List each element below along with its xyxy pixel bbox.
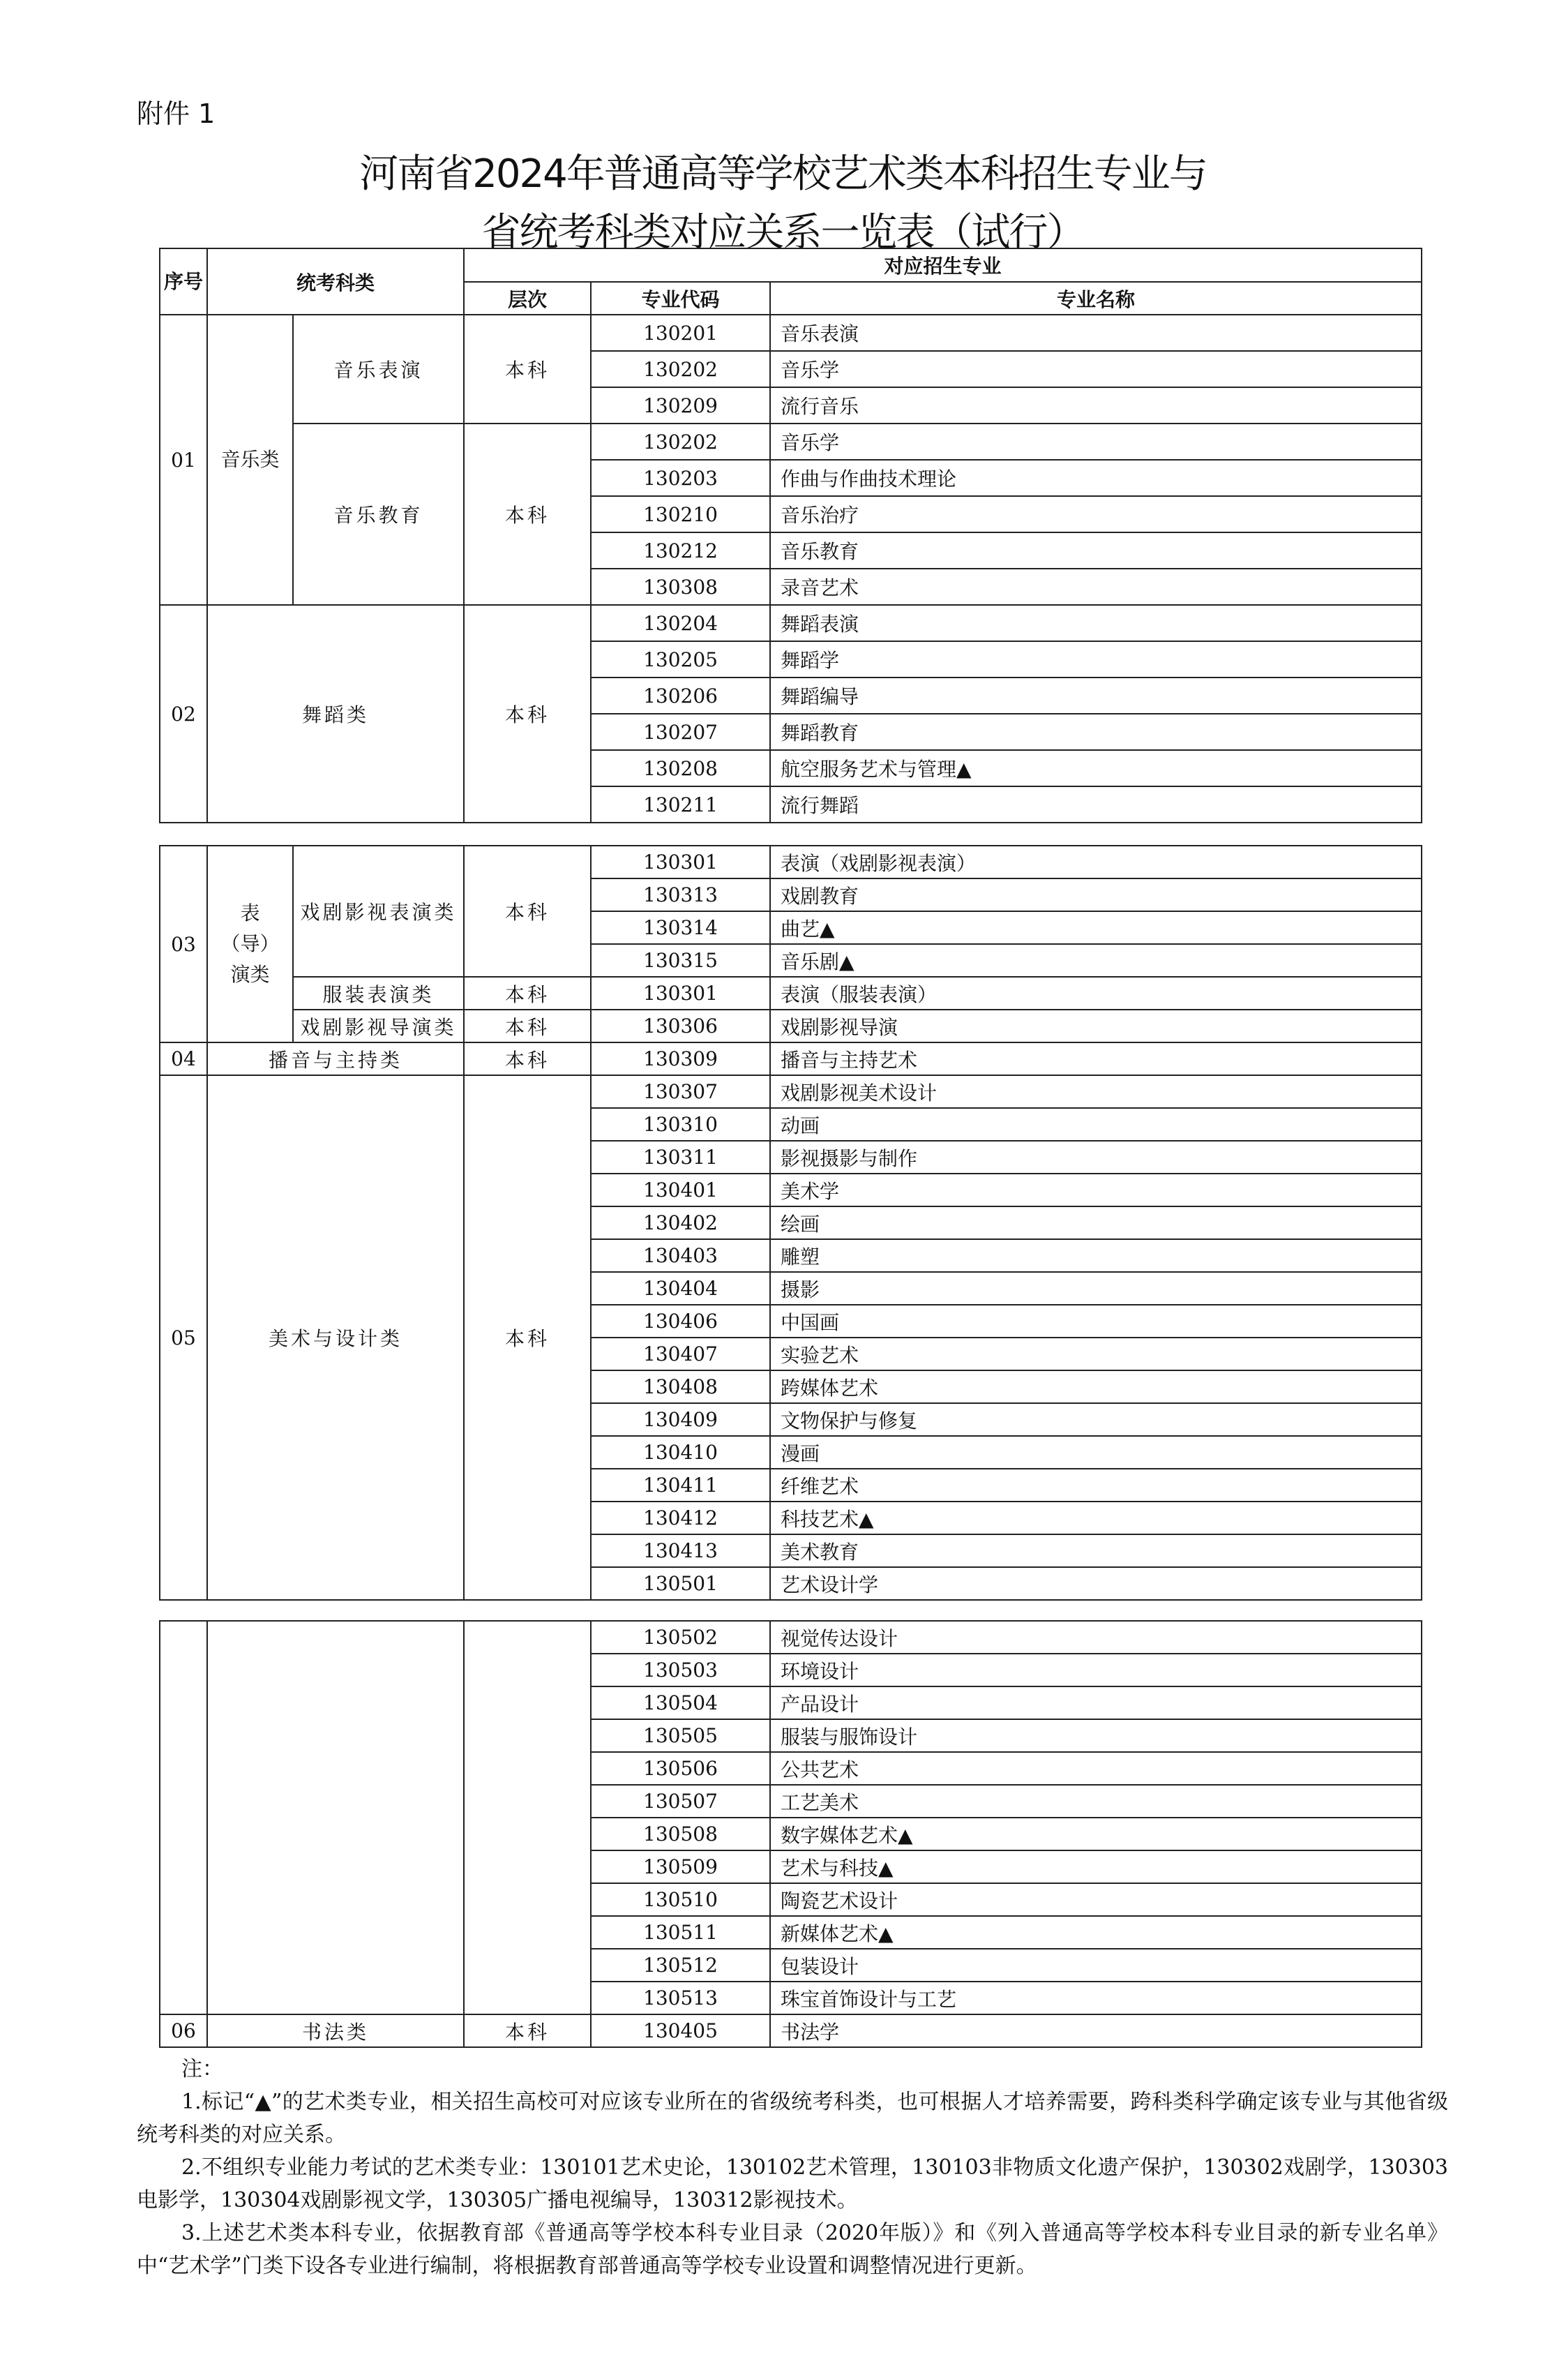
major-name: 曲艺▲	[770, 911, 1422, 944]
group-category: 舞蹈类	[207, 605, 464, 823]
header-name: 专业名称	[770, 282, 1422, 315]
group-category	[207, 1621, 464, 2014]
major-code: 130512	[591, 1949, 770, 1982]
group-seq: 02	[160, 605, 207, 823]
major-code: 130203	[591, 460, 770, 496]
level: 本科	[464, 846, 591, 977]
major-name: 戏剧影视美术设计	[770, 1075, 1422, 1108]
table-row	[160, 1042, 1422, 1075]
mapping-table-part2	[159, 845, 1422, 1601]
major-name: 数字媒体艺术▲	[770, 1818, 1422, 1850]
table-row	[160, 315, 1422, 351]
major-code: 130208	[591, 750, 770, 786]
subcategory: 音乐教育	[293, 424, 464, 605]
group-seq: 05	[160, 1075, 207, 1600]
major-name: 包装设计	[770, 1949, 1422, 1982]
level: 本科	[464, 1042, 591, 1075]
major-name: 舞蹈表演	[770, 605, 1422, 641]
subcategory: 戏剧影视导演类	[293, 1010, 464, 1042]
group-category: 美术与设计类	[207, 1075, 464, 1600]
page-title-line1: 河南省2024年普通高等学校艺术类本科招生专业与	[359, 151, 1207, 197]
major-code: 130207	[591, 714, 770, 750]
major-code: 130309	[591, 1042, 770, 1075]
group-category: 播音与主持类	[207, 1042, 464, 1075]
major-code: 130308	[591, 569, 770, 605]
major-name: 舞蹈编导	[770, 678, 1422, 714]
major-name: 美术教育	[770, 1534, 1422, 1567]
major-name: 音乐教育	[770, 532, 1422, 569]
major-name: 播音与主持艺术	[770, 1042, 1422, 1075]
major-code: 130205	[591, 641, 770, 678]
major-code: 130407	[591, 1338, 770, 1370]
major-name: 服装与服饰设计	[770, 1719, 1422, 1752]
major-code: 130505	[591, 1719, 770, 1752]
level: 本科	[464, 424, 591, 605]
major-code: 130307	[591, 1075, 770, 1108]
mapping-table-part3	[159, 1620, 1422, 2048]
group-category: 书法类	[207, 2014, 464, 2047]
major-name: 美术学	[770, 1174, 1422, 1206]
subcategory: 音乐表演	[293, 315, 464, 424]
major-code: 130201	[591, 315, 770, 351]
note-2: 2.不组织专业能力考试的艺术类专业：130101艺术史论，130102艺术管理，130103非物质文化遗产保护，130302戏剧学，130303电影学，130304戏剧影视文学，130305广播电视编导，130312影视技术。	[137, 2155, 1448, 2213]
major-code: 130412	[591, 1502, 770, 1534]
major-name: 戏剧教育	[770, 878, 1422, 911]
major-name: 陶瓷艺术设计	[770, 1883, 1422, 1916]
major-name: 航空服务艺术与管理▲	[770, 750, 1422, 786]
mapping-table-part1	[159, 248, 1422, 823]
major-name: 表演（服装表演）	[770, 977, 1422, 1010]
major-name: 漫画	[770, 1436, 1422, 1469]
major-code: 130212	[591, 532, 770, 569]
page-title-line2: 省统考科类对应关系一览表（试行）	[481, 210, 1085, 255]
major-code: 130211	[591, 786, 770, 823]
major-code: 130506	[591, 1752, 770, 1785]
major-code: 130401	[591, 1174, 770, 1206]
major-code: 130210	[591, 496, 770, 532]
major-code: 130513	[591, 1982, 770, 2014]
subcategory: 戏剧影视表演类	[293, 846, 464, 977]
major-code: 130507	[591, 1785, 770, 1818]
major-name: 流行舞蹈	[770, 786, 1422, 823]
major-code: 130501	[591, 1567, 770, 1600]
major-code: 130403	[591, 1239, 770, 1272]
major-code: 130402	[591, 1206, 770, 1239]
header-code: 专业代码	[591, 282, 770, 315]
level: 本科	[464, 605, 591, 823]
major-name: 雕塑	[770, 1239, 1422, 1272]
major-code: 130301	[591, 846, 770, 878]
table-row	[160, 605, 1422, 641]
major-name: 音乐治疗	[770, 496, 1422, 532]
major-code: 130510	[591, 1883, 770, 1916]
major-code: 130406	[591, 1305, 770, 1338]
major-code: 130405	[591, 2014, 770, 2047]
group-seq: 06	[160, 2014, 207, 2047]
notes-section	[137, 2053, 1448, 2282]
major-name: 录音艺术	[770, 569, 1422, 605]
major-name: 戏剧影视导演	[770, 1010, 1422, 1042]
major-code: 130311	[591, 1141, 770, 1174]
major-code: 130409	[591, 1403, 770, 1436]
level: 本科	[464, 2014, 591, 2047]
major-code: 130204	[591, 605, 770, 641]
major-code: 130509	[591, 1850, 770, 1883]
major-name: 环境设计	[770, 1654, 1422, 1686]
major-name: 科技艺术▲	[770, 1502, 1422, 1534]
major-code: 130502	[591, 1621, 770, 1654]
major-name: 舞蹈学	[770, 641, 1422, 678]
major-name: 绘画	[770, 1206, 1422, 1239]
group-seq: 01	[160, 315, 207, 605]
table-row	[160, 1621, 1422, 1654]
major-name: 艺术设计学	[770, 1567, 1422, 1600]
major-name: 珠宝首饰设计与工艺	[770, 1982, 1422, 2014]
subcategory: 服装表演类	[293, 977, 464, 1010]
table-row	[160, 2014, 1422, 2047]
major-code: 130202	[591, 424, 770, 460]
major-name: 摄影	[770, 1272, 1422, 1305]
major-code: 130511	[591, 1916, 770, 1949]
major-name: 文物保护与修复	[770, 1403, 1422, 1436]
major-name: 工艺美术	[770, 1785, 1422, 1818]
major-code: 130202	[591, 351, 770, 387]
level: 本科	[464, 1075, 591, 1600]
major-code: 130209	[591, 387, 770, 424]
major-name: 表演（戏剧影视表演）	[770, 846, 1422, 878]
major-name: 公共艺术	[770, 1752, 1422, 1785]
group-seq	[160, 1621, 207, 2014]
group-seq: 03	[160, 846, 207, 1042]
major-code: 130206	[591, 678, 770, 714]
major-code: 130408	[591, 1370, 770, 1403]
major-name: 新媒体艺术▲	[770, 1916, 1422, 1949]
major-code: 130314	[591, 911, 770, 944]
level: 本科	[464, 315, 591, 424]
major-name: 纤维艺术	[770, 1469, 1422, 1502]
major-name: 视觉传达设计	[770, 1621, 1422, 1654]
attachment-label: 附件 1	[137, 98, 216, 129]
major-code: 130301	[591, 977, 770, 1010]
major-name: 音乐学	[770, 351, 1422, 387]
note-1: 1.标记“▲”的艺术类专业，相关招生高校可对应该专业所在的省级统考科类，也可根据人才培养需要，跨科类科学确定该专业与其他省级统考科类的对应关系。	[137, 2090, 1448, 2147]
major-name: 动画	[770, 1108, 1422, 1141]
major-name: 实验艺术	[770, 1338, 1422, 1370]
group-seq: 04	[160, 1042, 207, 1075]
major-name: 影视摄影与制作	[770, 1141, 1422, 1174]
table-row	[160, 424, 1422, 460]
header-exam-category: 统考科类	[207, 248, 464, 315]
major-code: 130310	[591, 1108, 770, 1141]
header-seq: 序号	[160, 248, 207, 315]
major-name: 作曲与作曲技术理论	[770, 460, 1422, 496]
major-code: 130306	[591, 1010, 770, 1042]
major-code: 130411	[591, 1469, 770, 1502]
header-level: 层次	[464, 282, 591, 315]
table-row	[160, 846, 1422, 878]
level	[464, 1621, 591, 2014]
major-name: 跨媒体艺术	[770, 1370, 1422, 1403]
table-row	[160, 1010, 1422, 1042]
major-name: 书法学	[770, 2014, 1422, 2047]
major-code: 130404	[591, 1272, 770, 1305]
table-row	[160, 1075, 1422, 1108]
note-3: 3.上述艺术类本科专业，依据教育部《普通高等学校本科专业目录（2020年版）》和《列入普通高等学校本科专业目录的新专业名单》中“艺术学”门类下设各专业进行编制，将根据教育部普通高等学校专业设置和调整情况进行更新。	[137, 2221, 1448, 2278]
major-name: 舞蹈教育	[770, 714, 1422, 750]
header-corresponding: 对应招生专业	[464, 248, 1422, 282]
group-category: 音乐类	[207, 315, 293, 605]
major-name: 产品设计	[770, 1686, 1422, 1719]
level: 本科	[464, 1010, 591, 1042]
major-code: 130508	[591, 1818, 770, 1850]
major-code: 130410	[591, 1436, 770, 1469]
major-code: 130504	[591, 1686, 770, 1719]
level: 本科	[464, 977, 591, 1010]
major-name: 音乐表演	[770, 315, 1422, 351]
major-code: 130313	[591, 878, 770, 911]
major-name: 中国画	[770, 1305, 1422, 1338]
notes-label: 注：	[181, 2057, 223, 2081]
major-name: 流行音乐	[770, 387, 1422, 424]
major-code: 130315	[591, 944, 770, 977]
major-name: 艺术与科技▲	[770, 1850, 1422, 1883]
group-category: 表（导）演类	[207, 846, 293, 1042]
major-code: 130503	[591, 1654, 770, 1686]
table-row	[160, 977, 1422, 1010]
major-code: 130413	[591, 1534, 770, 1567]
major-name: 音乐剧▲	[770, 944, 1422, 977]
major-name: 音乐学	[770, 424, 1422, 460]
